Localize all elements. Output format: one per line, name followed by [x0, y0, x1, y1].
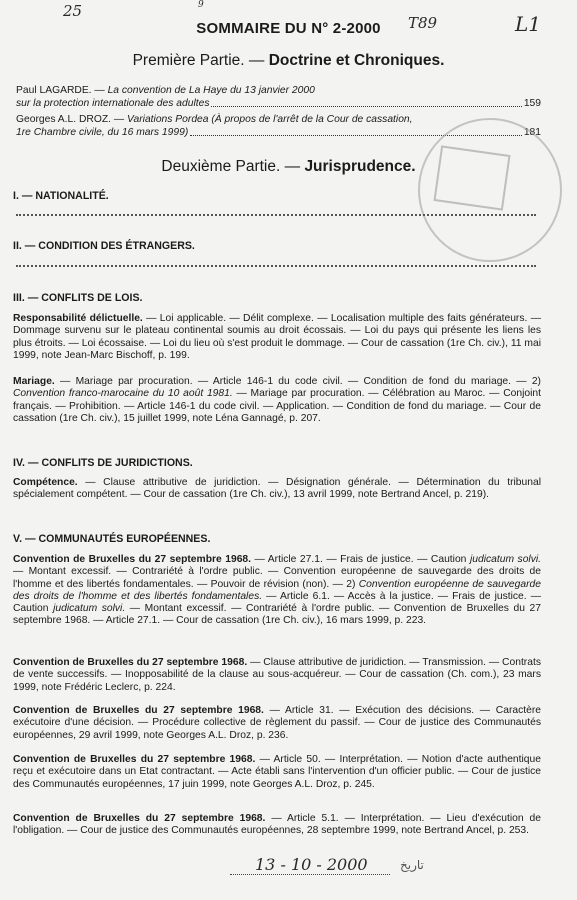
part2-title: Jurisprudence. — [304, 158, 416, 175]
jurisprudence-summary — [13, 754, 541, 791]
jurisprudence-summary — [13, 313, 541, 362]
jurisprudence-summary — [13, 477, 541, 502]
entry-author: Paul LAGARDE. — — [16, 85, 105, 96]
page-title: SOMMAIRE DU N° 2-2000 — [196, 20, 381, 37]
summary-text: — Montant excessif. — Contrariété à l'ordre public. — Convention européenne de sauvegarde des droits de l'homme et des libertés fondamentales. — Pouvoir de révision (non). — 2) — [13, 566, 541, 590]
section-heading-communautes: V. — COMMUNAUTÉS EUROPÉENNES. — [13, 533, 211, 545]
entry-title: Variations Pordea (À propos de l'arrêt de la Cour de cassation, — [127, 114, 413, 125]
entry-author: Georges A.L. DROZ. — — [16, 114, 125, 125]
entry-page: 159 — [523, 97, 541, 109]
summary-heading: Convention de Bruxelles du 27 septembre 1968. — [13, 705, 264, 716]
summary-text: — Article 6.1. — Accès à la justice. — Frais de justice. — Caution — [13, 590, 541, 615]
summary-heading: Convention de Bruxelles du 27 septembre 1968. — [13, 554, 252, 565]
section-heading-conflits-lois: III. — CONFLITS DE LOIS. — [13, 292, 143, 304]
summary-text: — Clause attributive de juridiction. — Transmission. — Contrats de vente successifs. — Inopposabilité de la clause au sous-acquéreur. — Cour de cassation (Ch. com.), 23 mars 1999, note Frédéric Leclerc, p. 224. — [13, 657, 541, 693]
leader-dots — [211, 106, 521, 107]
section-heading-conflits-juridictions: IV. — CONFLITS DE JURIDICTIONS. — [13, 457, 193, 469]
handwritten-date: 13 - 10 - 2000 — [255, 855, 368, 874]
section-heading-nationalite: I. — NATIONALITÉ. — [13, 190, 109, 202]
handwritten-code: T89 — [408, 14, 438, 32]
summary-text: — Mariage par procuration. — Article 146-1 du code civil. — Condition de fond du mariage. — 2) — [60, 376, 541, 387]
doctrine-entry — [16, 85, 541, 110]
entry-page: 181 — [523, 126, 541, 138]
jurisprudence-summary — [13, 376, 541, 425]
summary-italic: Convention franco-marocaine du 10 août 1981. — [13, 388, 233, 400]
stamp-inner-frame — [433, 145, 510, 210]
entry-title-cont: 1re Chambre civile, du 16 mars 1999) — [16, 126, 189, 138]
handwritten-number: 25 — [63, 2, 83, 20]
entry-title-cont: sur la protection internationale des adultes — [16, 97, 210, 109]
summary-heading: Responsabilité délictuelle. — [13, 313, 143, 324]
summary-heading: Compétence. — [13, 477, 78, 488]
part1-heading — [0, 52, 577, 70]
date-line — [230, 874, 390, 875]
date-label: تاريخ — [400, 858, 424, 872]
handwritten-mark: 9 — [198, 0, 204, 10]
summary-italic: Convention européenne de sauvegarde des droits de l'homme et des libertés fondamentales. — [13, 578, 541, 602]
jurisprudence-summary — [13, 554, 541, 628]
empty-section-dots — [16, 265, 536, 267]
summary-heading: Mariage. — [13, 376, 55, 387]
summary-text: — Clause attributive de juridiction. — Désignation générale. — Détermination du tribunal spécialement compétent. — Cour de cassation (1re Ch. civ.), 13 avril 1999, note Bertrand Ancel, p. 219). — [13, 477, 541, 501]
jurisprudence-summary — [13, 657, 541, 694]
summary-text: — Article 31. — Exécution des décisions. — Caractère exécutoire d'une décision. — Procédure collective de règlement du passif. — Cour de justice des Communautés européennes, 29 avril 1999, note Georges A.L. Droz, p. 236. — [13, 705, 541, 741]
jurisprudence-summary — [13, 705, 541, 742]
part1-title: Doctrine et Chroniques. — [268, 52, 445, 69]
jurisprudence-summary — [13, 813, 541, 838]
summary-text: — Mariage par procuration. — Célébration au Maroc. — Conjoint français. — Prohibition. — Article 146-1 du code civil. — Application. — Condition de fond du mariage. — Cour de cassation (1re Ch. civ.), 15 juillet 1999, note Léna Gannagé, p. 207. — [13, 388, 541, 424]
empty-section-dots — [16, 214, 536, 216]
summary-italic: judicatum solvi. — [53, 603, 126, 615]
summary-text: — Article 5.1. — Interprétation. — Lieu d'exécution de l'obligation. — Cour de justice des Communautés européennes, 28 septembre 1999, note Bertrand Ancel, p. 253. — [13, 813, 541, 837]
summary-text: — Montant excessif. — Contrariété à l'ordre public. — Convention de Bruxelles du 27 septembre 1968. — Article 27.1. — Cour de cassation (1re Ch. civ.), 16 mars 1999, p. 223. — [13, 603, 541, 627]
part2-label: Deuxième Partie. — — [161, 158, 301, 175]
summary-text: — Article 50. — Interprétation. — Notion d'acte authentique reçu et exécutoire dans un Etat contractant. — Acte établi sans l'intervention d'un officier public. — Cour de justice des Communautés européennes, 17 juin 1999, note Georges A.L. Droz, p. 245. — [13, 754, 541, 790]
summary-heading: Convention de Bruxelles du 27 septembre 1968. — [13, 754, 256, 765]
summary-heading: Convention de Bruxelles du 27 septembre 1968. — [13, 657, 248, 668]
part1-label: Première Partie. — — [132, 52, 265, 69]
handwritten-folio: L1 — [515, 12, 542, 36]
summary-italic: judicatum solvi. — [469, 554, 542, 565]
summary-text: — Article 27.1. — Frais de justice. — Caution — [254, 554, 467, 565]
section-heading-condition: II. — CONDITION DES ÉTRANGERS. — [13, 240, 195, 252]
summary-text: — Loi applicable. — Délit complexe. — Localisation multiple des faits générateurs. — Dommage survenu sur le plateau continental soumis au droit écossais. — Loi du pays qui présente les liens les plus étroits. — Loi écossaise. — Loi du lieu où s'est produit le dommage. — Cour de cassation (1re Ch. civ.), 11 mai 1999, note Jean-Marc Bischoff, p. 199. — [13, 313, 541, 361]
summary-heading: Convention de Bruxelles du 27 septembre 1968. — [13, 813, 266, 824]
entry-title: La convention de La Haye du 13 janvier 2000 — [107, 85, 315, 96]
